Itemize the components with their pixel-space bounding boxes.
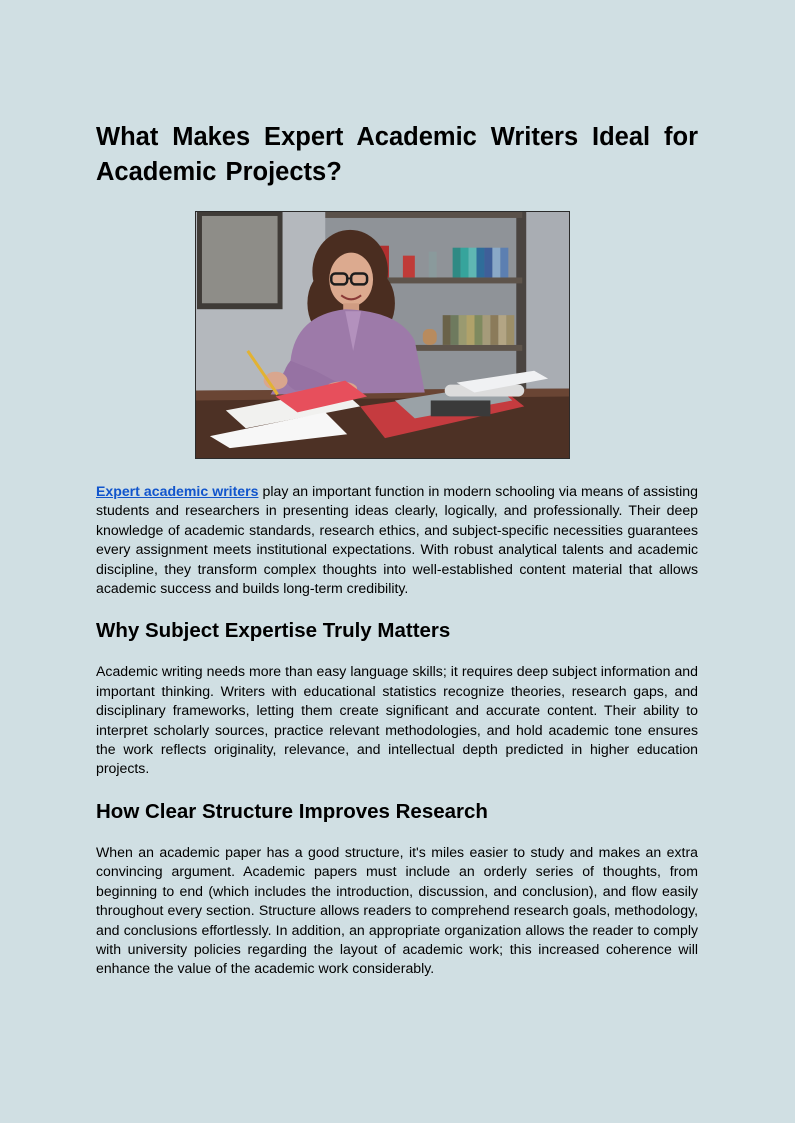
section-body-clear-structure: When an academic paper has a good structure, it's miles easier to study and makes an extra convincing argument. Academic papers must include an orderly series of thoughts, from beginning to end (which includes the introduction, discussion, and conclusion), and flow easily throughout every section. Structure allows readers to comprehend research goals, methodology, and conclusions effortlessly. In addition, an appropriate organization allows the reader to comply with university policies regarding the layout of academic work; this increased coherence will enhance the value of the academic work considerably. <box>96 843 698 977</box>
hero-photo-illustration <box>196 212 569 458</box>
expert-academic-writers-link[interactable]: Expert academic writers <box>96 483 259 499</box>
intro-paragraph <box>96 482 698 598</box>
section-heading-subject-expertise: Why Subject Expertise Truly Matters <box>96 619 451 643</box>
page-title: What Makes Expert Academic Writers Ideal for Academic Projects? <box>96 123 698 186</box>
hero-image <box>195 211 570 459</box>
section-heading-clear-structure: How Clear Structure Improves Research <box>96 799 488 823</box>
document-page <box>96 120 698 979</box>
section-body-subject-expertise: Academic writing needs more than easy language skills; it requires deep subject information and important thinking. Writers with educational statistics recognize theories, research gaps, and disciplinary frameworks, letting them create significant and accurate content. Their ability to interpret scholarly sources, practice relevant methodologies, and hold academic tone ensures the work reflects originality, relevance, and intellectual depth predicted in higher education projects. <box>96 663 698 777</box>
intro-text: play an important function in modern schooling via means of assisting students and researchers in presenting ideas clearly, logically, and professionally. Their deep knowledge of academic standards, research ethics, and subject-specific necessities guarantees every assignment meets institutional expectations. With robust analytical talents and academic discipline, they transform complex thoughts into well-established content material that allows academic success and builds long-term credibility. <box>96 483 698 597</box>
